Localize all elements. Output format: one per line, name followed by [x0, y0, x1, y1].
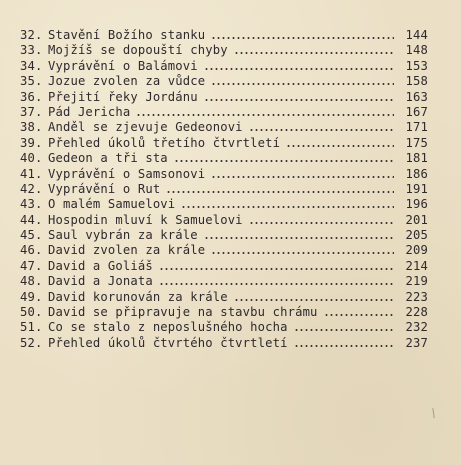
entry-page-number: 191	[405, 181, 428, 196]
entry-page-number: 163	[405, 89, 428, 104]
entry-number: 43.	[20, 197, 43, 212]
entry-number: 34.	[20, 58, 43, 73]
entry-number: 41.	[20, 166, 43, 181]
entry-title: David a Goliáš	[48, 258, 153, 273]
dot-leader	[204, 90, 394, 105]
entry-page-number: 237	[405, 335, 428, 350]
dot-leader	[166, 182, 394, 197]
entry-page-number: 223	[405, 289, 428, 304]
entry-page-number: 167	[405, 104, 428, 119]
entry-page-number: 214	[405, 258, 428, 273]
dot-leader	[249, 213, 394, 228]
entry-page-number: 186	[405, 166, 428, 181]
toc-entry	[20, 259, 428, 274]
entry-number: 33.	[20, 43, 43, 58]
dot-leader	[234, 43, 394, 58]
entry-page-number: 153	[405, 58, 428, 73]
entry-page-number: 201	[405, 212, 428, 227]
entry-page-number: 148	[405, 43, 428, 58]
entry-number: 37.	[20, 104, 43, 119]
entry-title: Pád Jericha	[48, 104, 131, 119]
toc-entry	[20, 274, 428, 289]
dot-leader	[204, 59, 394, 74]
entry-page-number: 232	[405, 320, 428, 335]
toc-entry	[20, 336, 428, 351]
toc-entry	[20, 43, 428, 58]
entry-number: 32.	[20, 28, 43, 42]
entry-title: David zvolen za krále	[48, 243, 206, 258]
entry-number: 38.	[20, 120, 43, 135]
toc-entry	[20, 305, 428, 320]
entry-title: Anděl se zjevuje Gedeonovi	[48, 120, 243, 135]
entry-title: Mojžíš se dopouští chyby	[48, 43, 228, 58]
entry-number: 35.	[20, 74, 43, 89]
entry-number: 51.	[20, 320, 43, 335]
dot-leader	[174, 151, 394, 166]
entry-page-number: 205	[405, 228, 428, 243]
dot-leader	[249, 120, 394, 135]
entry-number: 46.	[20, 243, 43, 258]
toc-entry	[20, 28, 428, 43]
entry-title: Přehled úkolů třetího čtvrtletí	[48, 135, 281, 150]
entry-title: Vyprávění o Balámovi	[48, 58, 198, 73]
toc-entry	[20, 74, 428, 89]
entry-title: Vyprávění o Samsonovi	[48, 166, 206, 181]
dot-leader	[136, 105, 394, 120]
entry-number: 39.	[20, 135, 43, 150]
entry-title: Stavění Božího stanku	[48, 28, 206, 42]
toc-entry	[20, 90, 428, 105]
toc-entry	[20, 320, 428, 335]
entry-title: Vyprávění o Rut	[48, 181, 161, 196]
dot-leader	[324, 305, 394, 320]
entry-title: Hospodin mluví k Samuelovi	[48, 212, 243, 227]
entry-page-number: 228	[405, 305, 428, 320]
toc-entry	[20, 136, 428, 151]
entry-number: 42.	[20, 181, 43, 196]
entry-page-number: 209	[405, 243, 428, 258]
dot-leader	[159, 259, 394, 274]
entry-page-number: 219	[405, 274, 428, 289]
entry-page-number: 158	[405, 74, 428, 89]
entry-title: Gedeon a tři sta	[48, 151, 168, 166]
entry-title: O malém Samuelovi	[48, 197, 176, 212]
dot-leader	[181, 197, 394, 212]
toc-entry	[20, 290, 428, 305]
dot-leader	[294, 320, 394, 335]
entry-number: 50.	[20, 305, 43, 320]
dot-leader	[294, 336, 394, 351]
entry-number: 40.	[20, 151, 43, 166]
dot-leader	[211, 243, 394, 258]
dot-leader	[211, 167, 394, 182]
toc-entry	[20, 167, 428, 182]
entry-title: Přehled úkolů čtvrtého čtvrtletí	[48, 335, 288, 350]
toc-entry	[20, 228, 428, 243]
toc-entry	[20, 120, 428, 135]
toc-entry	[20, 213, 428, 228]
entry-number: 49.	[20, 289, 43, 304]
dot-leader	[159, 274, 394, 289]
dot-leader	[211, 74, 394, 89]
entry-number: 45.	[20, 228, 43, 243]
table-of-contents	[20, 28, 428, 351]
entry-number: 47.	[20, 258, 43, 273]
entry-title: David korunován za krále	[48, 289, 228, 304]
entry-number: 44.	[20, 212, 43, 227]
entry-number: 36.	[20, 89, 43, 104]
dot-leader	[204, 228, 394, 243]
entry-title: David se připravuje na stavbu chrámu	[48, 305, 318, 320]
entry-title: Co se stalo z neposlušného hocha	[48, 320, 288, 335]
entry-number: 52.	[20, 335, 43, 350]
entry-title: David a Jonata	[48, 274, 153, 289]
pencil-mark	[432, 408, 436, 418]
entry-page-number: 196	[405, 197, 428, 212]
entry-number: 48.	[20, 274, 43, 289]
entry-page-number: 175	[405, 135, 428, 150]
entry-title: Jozue zvolen za vůdce	[48, 74, 206, 89]
entry-title: Saul vybrán za krále	[48, 228, 198, 243]
dot-leader	[211, 28, 394, 43]
toc-entry	[20, 243, 428, 258]
entry-page-number: 144	[405, 28, 428, 42]
toc-entry	[20, 197, 428, 212]
dot-leader	[286, 136, 394, 151]
toc-entry	[20, 182, 428, 197]
entry-title: Přejití řeky Jordánu	[48, 89, 198, 104]
entry-page-number: 171	[405, 120, 428, 135]
toc-entry	[20, 151, 428, 166]
entry-page-number: 181	[405, 151, 428, 166]
toc-entry	[20, 59, 428, 74]
dot-leader	[234, 290, 394, 305]
toc-entry	[20, 105, 428, 120]
